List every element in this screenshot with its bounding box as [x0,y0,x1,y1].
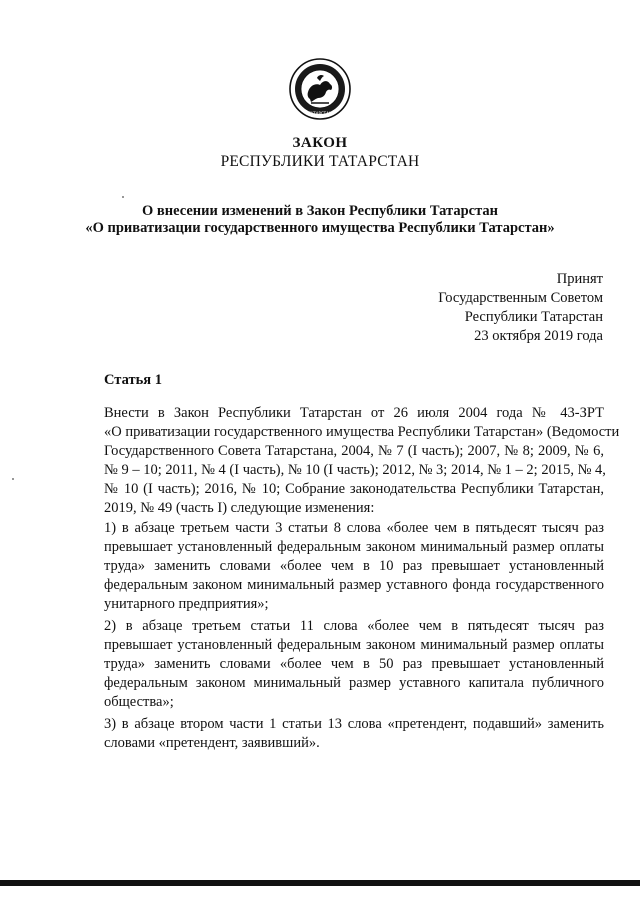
svg-text:ТАТАРСТАН: ТАТАРСТАН [308,111,332,116]
paragraph-line: 2019, № 49 (часть I) следующие изменения: [104,500,375,516]
paragraph-line: Внести в Закон Республики Татарстан от 26 июля 2004 года № 43-ЗРТ [104,405,604,421]
paragraph-line: превышает установленный федеральным законом минимальный размер оплаты [104,637,604,653]
paragraph-line: № 10 (I часть); 2016, № 10; Собрание законодательства Республики Татарстан, [104,481,604,497]
adopted-line-1: Принят [556,271,603,287]
paragraph-line: превышает установленный федеральным законом минимальный размер оплаты [104,539,604,555]
scan-speck [12,478,14,480]
adopted-line-3: Республики Татарстан [464,309,603,325]
amendment-item-3 [104,715,604,753]
paragraph-line: общества»; [104,694,174,710]
republic-name: РЕСПУБЛИКИ ТАТАРСТАН [220,153,420,170]
paragraph-line: «О приватизации государственного имущества Республики Татарстан» (Ведомости [104,424,620,440]
paragraph-line: труда» заменить словами «более чем в 10 раз превышает установленный [104,558,604,574]
paragraph-line: 2) в абзаце третьем статьи 11 слова «более чем в пятьдесят тысяч раз [104,618,604,634]
paragraph-line: федеральным законом минимальный размер уставного фонда государственного [104,577,604,593]
scan-speck [122,196,124,198]
law-label: ЗАКОН [292,135,348,151]
tatarstan-coat-of-arms-icon [289,58,351,120]
adoption-block [438,270,603,346]
paragraph-line: словами «претендент, заявивший». [104,735,320,751]
paragraph-line: федеральным законом минимальный размер уставного капитала публичного [104,675,604,691]
amendment-item-2 [104,617,604,712]
adopted-date: 23 октября 2019 года [474,328,603,344]
article-intro [104,404,620,518]
paragraph-line: труда» заменить словами «более чем в 50 раз превышает установленный [104,656,604,672]
paragraph-line: 1) в абзаце третьем части 3 статьи 8 слова «более чем в пятьдесят тысяч раз [104,520,604,536]
scan-bottom-edge [0,880,640,886]
paragraph-line: Государственного Совета Татарстана, 2004, № 7 (I часть); 2007, № 8; 2009, № 6, [104,443,604,459]
article-heading: Статья 1 [104,372,162,388]
paragraph-line: № 9 – 10; 2011, № 4 (I часть), № 10 (I часть); 2012, № 3; 2014, № 1 – 2; 2015, № 4, [104,462,606,478]
amendment-item-1 [104,519,604,614]
paragraph-line: унитарного предприятия»; [104,596,269,612]
subject-line-2: «О приватизации государственного имущества Республики Татарстан» [85,220,555,236]
paragraph-line: 3) в абзаце втором части 1 статьи 13 слова «претендент, подавший» заменить [104,716,604,732]
adopted-line-2: Государственным Советом [438,290,603,306]
subject-line-1: О внесении изменений в Закон Республики Татарстан [142,203,498,219]
